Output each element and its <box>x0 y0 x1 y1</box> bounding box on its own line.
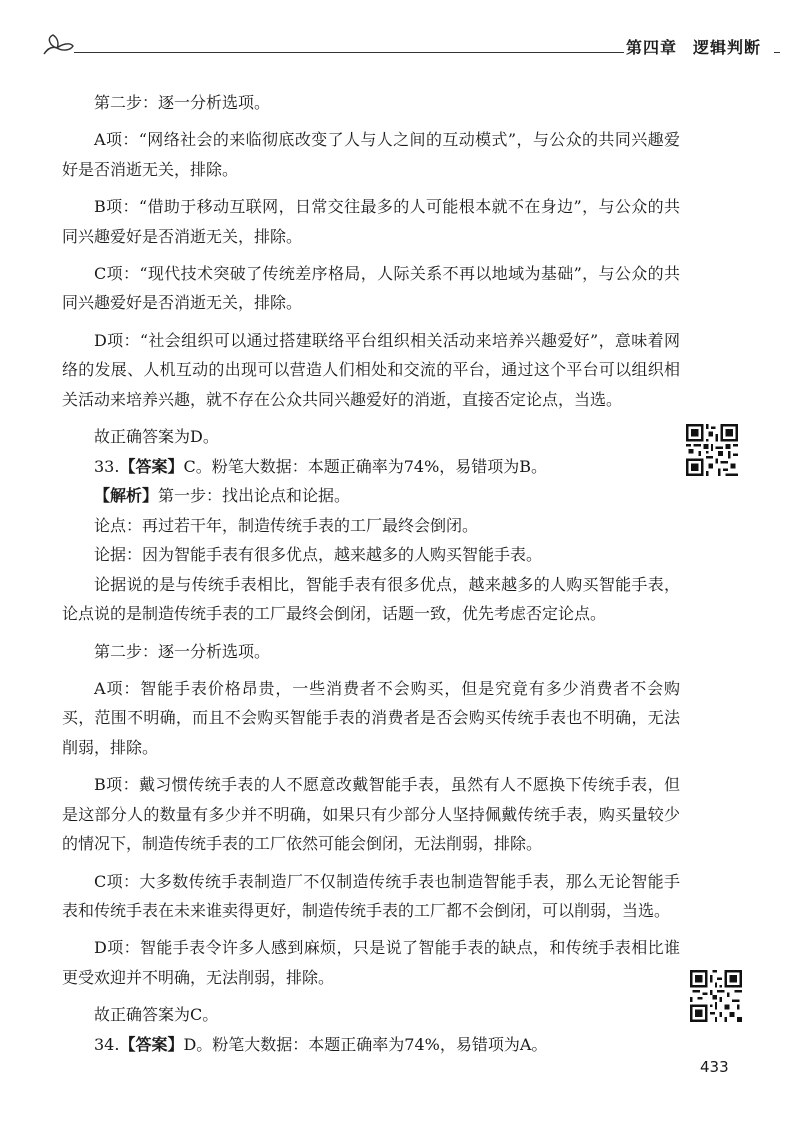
paragraph: B项：“借助于移动互联网，日常交往最多的人可能根本就不在身边”，与公众的共同兴趣爱好是否消逝无关，排除。 <box>62 196 680 246</box>
paragraph: 论点：再过若干年，制造传统手表的工厂最终会倒闭。 <box>94 515 479 535</box>
qr-code-icon[interactable] <box>686 424 738 476</box>
question-number: 33. <box>94 456 120 476</box>
chapter-heading <box>626 35 761 58</box>
paragraph: A项：智能手表价格昂贵，一些消费者不会购买，但是究竟有多少消费者不会购买，范围不明确，而且不会购买智能手表的消费者是否会购买传统手表也不明确，无法削弱，排除。 <box>62 678 680 758</box>
chapter-title: 逻辑判断 <box>693 38 762 57</box>
paragraph: D项：智能手表令许多人感到麻烦，只是说了智能手表的缺点，和传统手表相比谁更受欢迎并不明确，无法削弱，排除。 <box>62 938 680 987</box>
paragraph: A项：“网络社会的来临彻底改变了人与人之间的互动模式”，与公众的共同兴趣爱好是否消逝无关，排除。 <box>62 130 680 179</box>
page-body <box>62 88 680 1059</box>
analysis-tag: 【解析】 <box>94 486 159 506</box>
header-rule-left <box>74 52 624 53</box>
question-number: 34. <box>94 1034 120 1054</box>
paragraph: C项：大多数传统手表制造厂不仅制造传统手表也制造智能手表，那么无论智能手表和传统手表在未来谁卖得更好，制造传统手表的工厂都不会倒闭，可以削弱，当选。 <box>62 871 680 921</box>
paragraph: B项：戴习惯传统手表的人不愿意改戴智能手表，虽然有人不愿换下传统手表，但是这部分人的数量有多少并不明确，如果只有少部分人坚持佩戴传统手表，购买量较少的情况下，制造传统手表的工厂依然可能会倒闭，无法削弱，排除。 <box>62 775 680 854</box>
chapter-number: 第四章 <box>626 38 678 57</box>
leaf-icon <box>40 32 76 58</box>
answer-text: C。粉笔大数据：本题正确率为74%，易错项为B。 <box>183 456 548 476</box>
paragraph: D项：“社会组织可以通过搭建联络平台组织相关活动来培养兴趣爱好”，意味着网络的发展、人机互动的出现可以营造人们相处和交流的平台，通过这个平台可以组织相关活动来培养兴趣，就不存在公众共同兴趣爱好的消逝，直接否定论点，当选。 <box>62 330 680 409</box>
paragraph: 第二步：逐一分析选项。 <box>94 641 271 661</box>
answer-tag: 【答案】 <box>119 1034 184 1054</box>
page-header <box>40 30 780 64</box>
answer-34 <box>62 1030 680 1060</box>
answer-tag: 【答案】 <box>119 456 184 476</box>
paragraph: 故正确答案为D。 <box>94 426 219 446</box>
qr-code-icon[interactable] <box>690 970 742 1022</box>
analysis-text: 第一步：找出论点和论据。 <box>158 486 351 506</box>
answer-33 <box>62 452 680 482</box>
analysis-33 <box>62 481 680 511</box>
paragraph: C项：“现代技术突破了传统差序格局，人际关系不再以地域为基础”，与公众的共同兴趣爱好是否消逝无关，排除。 <box>62 263 680 313</box>
paragraph: 论据说的是与传统手表相比，智能手表有很多优点，越来越多的人购买智能手表，论点说的是制造传统手表的工厂最终会倒闭，话题一致，优先考虑否定论点。 <box>62 574 680 624</box>
page-number: 433 <box>700 1058 729 1076</box>
answer-text: D。粉笔大数据：本题正确率为74%，易错项为A。 <box>183 1034 548 1054</box>
paragraph: 论据：因为智能手表有很多优点，越来越多的人购买智能手表。 <box>94 545 543 565</box>
paragraph: 第二步：逐一分析选项。 <box>94 93 271 112</box>
paragraph: 故正确答案为C。 <box>94 1005 219 1025</box>
header-rule-right <box>774 52 780 53</box>
